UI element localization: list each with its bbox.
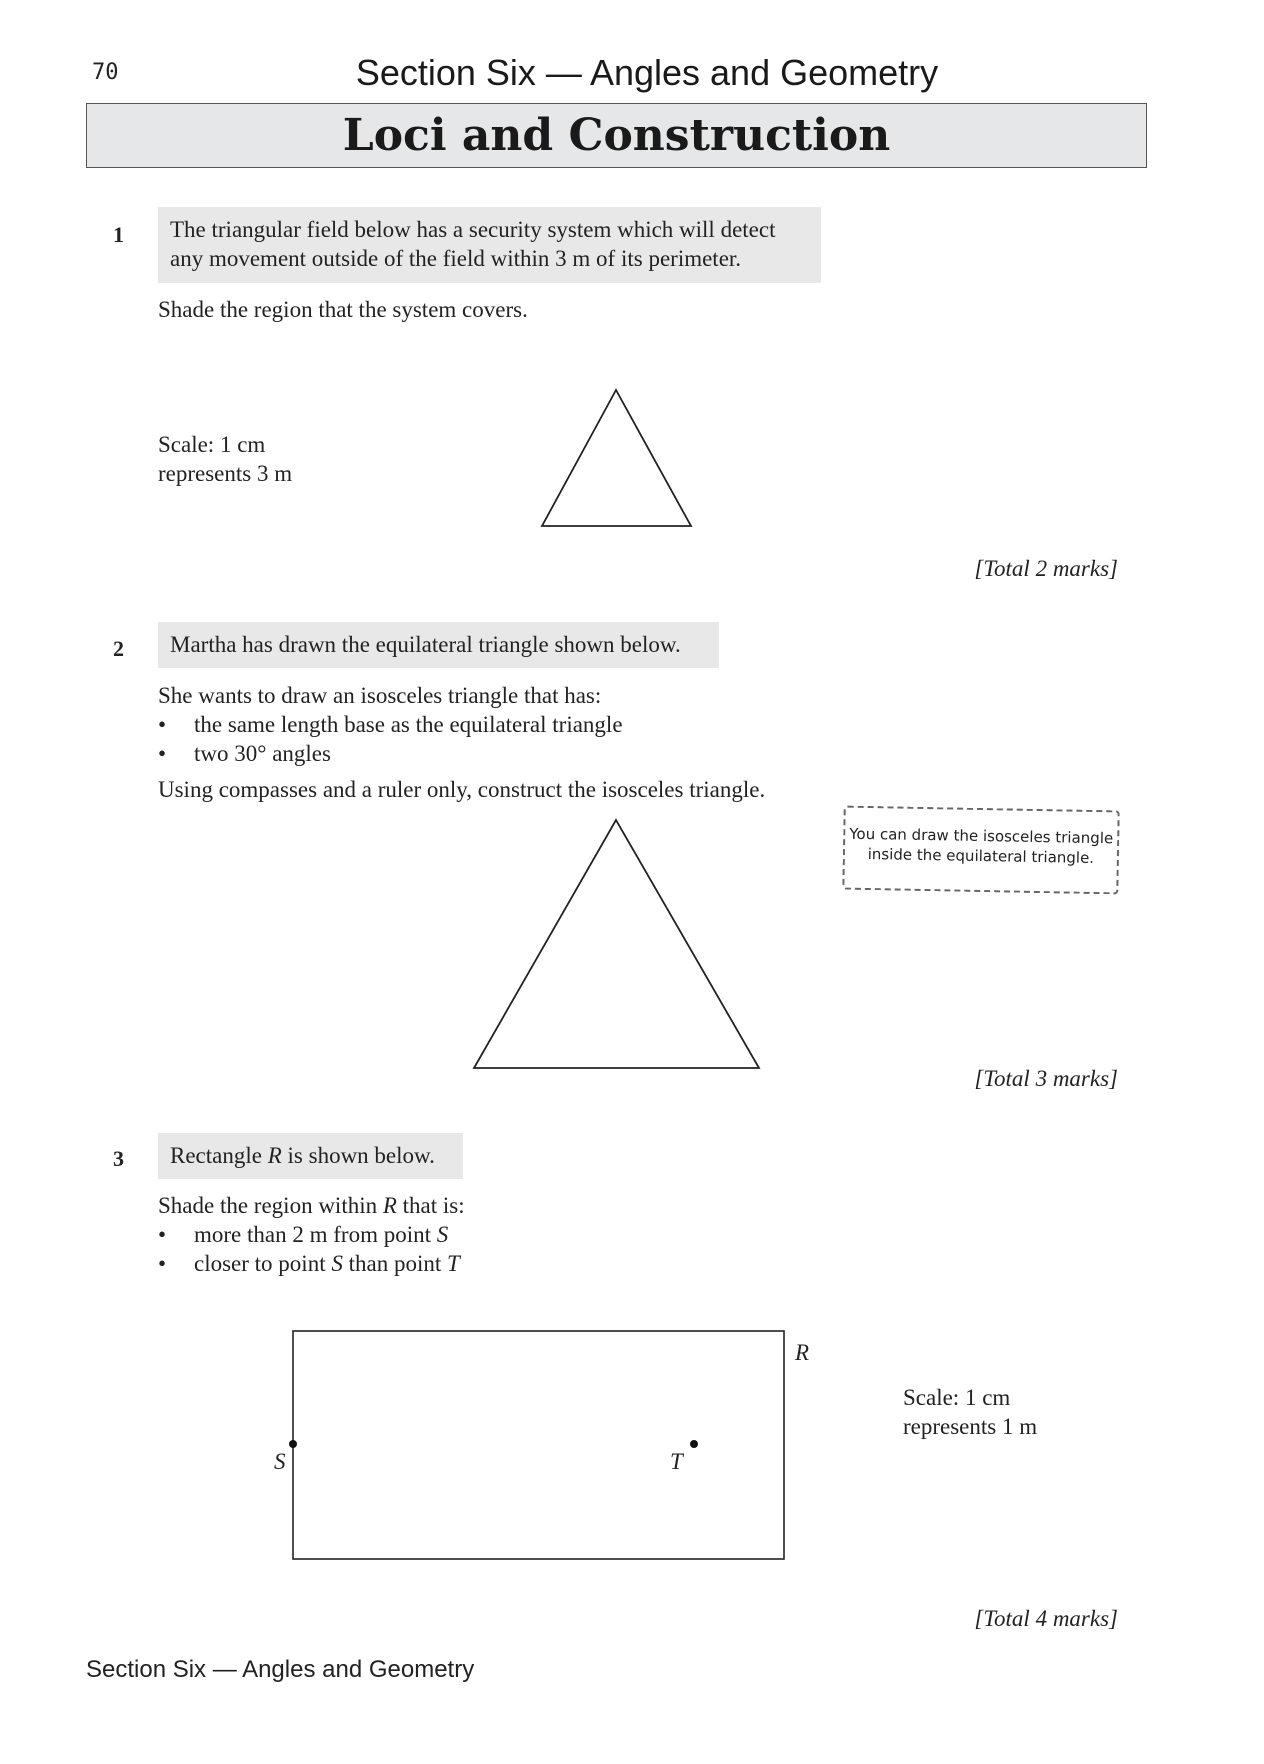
question-3-bullet-1-text: more than 2 m from point [194,1222,437,1247]
question-3-intro-before: Shade the region within [158,1193,383,1218]
point-s [289,1440,297,1448]
question-1-prompt-line-2: any movement outside of the field within 3 m of its perimeter. [170,246,742,271]
point-s-label: S [274,1449,286,1474]
question-3-bullet-2-mid: than point [342,1251,447,1276]
question-2-prompt: Martha has drawn the equilateral triangle shown below. [170,632,681,657]
question-2-intro: She wants to draw an isosceles triangle that has: [158,683,602,708]
question-1-number: 1 [113,222,124,247]
bullet-icon: • [158,1251,167,1276]
question-1-marks: [Total 2 marks] [974,556,1118,581]
page-title: Loci and Construction [342,110,891,161]
section-header: Section Six — Angles and Geometry [355,52,939,93]
question-3-number: 3 [113,1146,124,1171]
bullet-icon: • [158,712,167,737]
question-3-intro-after: that is: [396,1193,465,1218]
bullet-icon: • [158,1222,167,1247]
page-number: 70 [92,60,119,85]
question-1-scale-line-2: represents 3 m [158,461,293,486]
point-t [690,1440,698,1448]
question-3-prompt-after: is shown below. [281,1143,435,1168]
question-1-instruction: Shade the region that the system covers. [158,297,528,322]
question-1-scale-line-1: Scale: 1 cm [158,432,266,457]
question-3-scale [903,1383,1037,1441]
question-3-intro-var: R [382,1193,397,1218]
question-1-prompt-line-1: The triangular field below has a security system which will detect [170,217,776,242]
point-t-label: T [670,1449,683,1474]
question-2-instruction: Using compasses and a ruler only, construct the isosceles triangle. [158,777,766,802]
rectangle-r [293,1331,784,1559]
question-3-bullet-2-text: closer to point [194,1251,332,1276]
question-2-bullet-2-text: two 30° angles [194,741,331,766]
question-3-marks: [Total 4 marks] [974,1606,1118,1631]
question-3-prompt-before: Rectangle [170,1143,268,1168]
rectangle-r-label: R [795,1340,810,1365]
question-3-bullet-2-var-1: S [331,1251,343,1276]
question-2-number: 2 [113,636,124,661]
question-3-bullet-2-var-2: T [446,1251,460,1276]
bullet-icon: • [158,741,167,766]
footer-section-label: Section Six — Angles and Geometry [86,1656,475,1683]
question-3-scale-line-2: represents 1 m [903,1414,1038,1439]
question-2-tip-line-2: inside the equilateral triangle. [867,845,1095,867]
question-2-tip-line-1: You can draw the isosceles triangle [849,824,1114,848]
question-3-prompt-var: R [267,1143,282,1168]
question-2-marks: [Total 3 marks] [974,1066,1118,1091]
question-3-bullet-1-var: S [436,1222,449,1247]
question-3-scale-line-1: Scale: 1 cm [903,1385,1011,1410]
question-2-bullet-1-text: the same length base as the equilateral triangle [194,712,623,737]
